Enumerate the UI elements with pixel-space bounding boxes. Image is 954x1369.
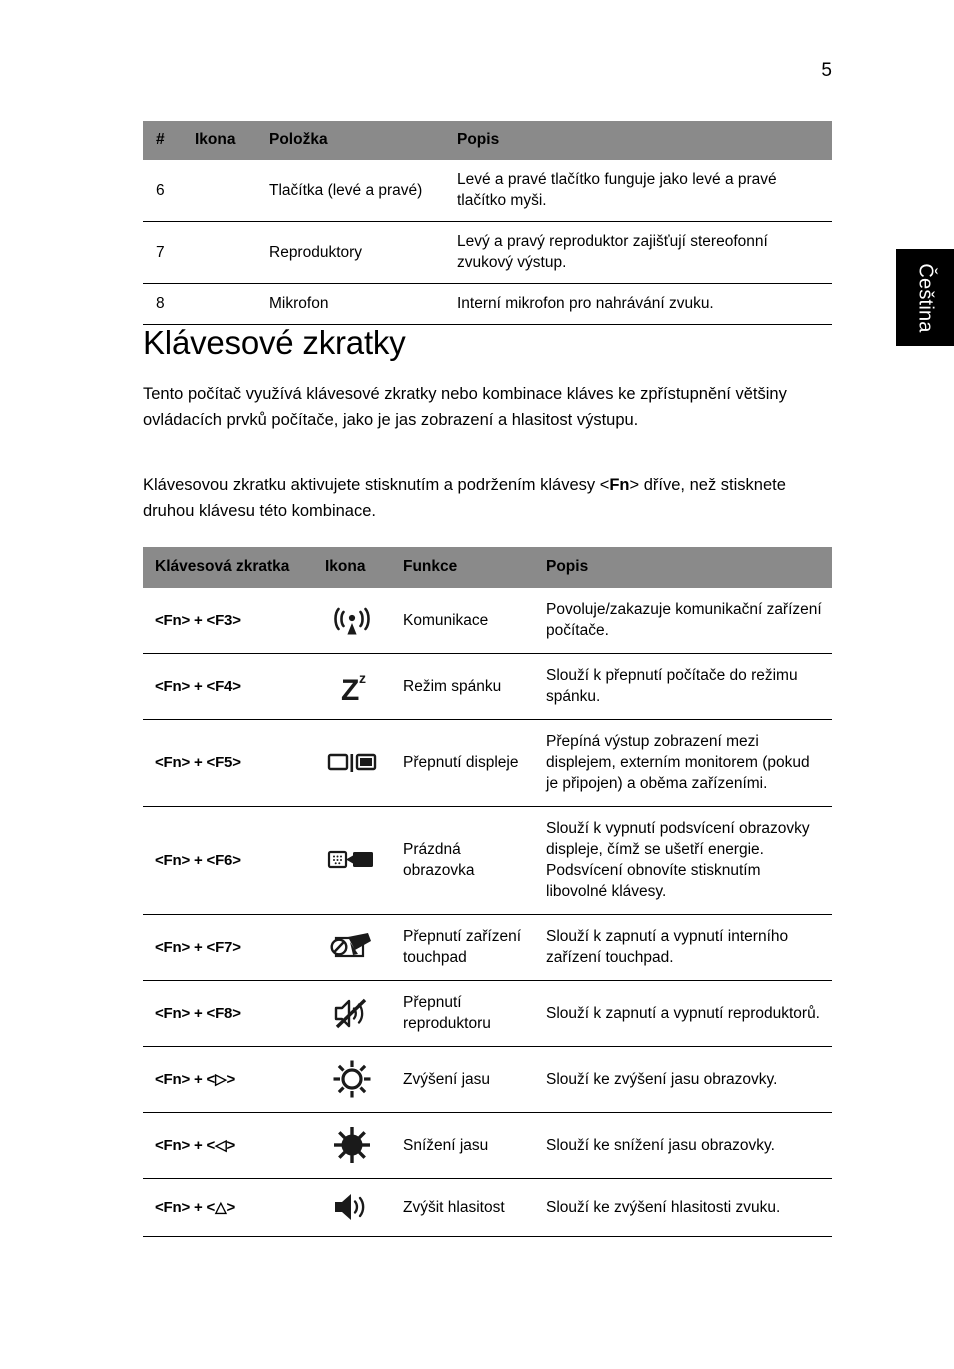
part-icon (185, 160, 259, 222)
part-item: Reproduktory (259, 222, 447, 284)
hotkey-description: Povoluje/zakazuje komunikační zařízení počítače. (546, 601, 822, 639)
hotkey-combo: <Fn> + <F8> (143, 981, 313, 1047)
hotkey-function: Prázdná obrazovka (391, 807, 534, 915)
brightness-down-icon (331, 1124, 373, 1166)
hotkey-icon-cell (313, 981, 391, 1047)
hotkey-suffix: > (226, 1198, 236, 1216)
svg-text:z: z (359, 670, 366, 686)
hotkey-suffix: > (226, 1136, 236, 1154)
table-row (143, 222, 832, 284)
blank-screen-icon (327, 848, 377, 872)
parts-table (143, 121, 832, 325)
column-header-number: # (143, 121, 185, 160)
hotkeys-table (143, 547, 832, 1237)
hotkey-combo: <Fn> + <F7> (143, 915, 313, 981)
table-row (143, 981, 832, 1047)
part-number: 6 (156, 181, 165, 199)
column-header-icon: Ikona (313, 547, 391, 588)
column-header-description: Popis (447, 121, 832, 160)
part-number: 7 (143, 222, 185, 284)
hotkey-description: Slouží ke zvýšení hlasitosti zvuku. (534, 1179, 832, 1237)
hotkey-combo: <Fn> + <F4> (143, 654, 313, 720)
hotkey-description: Slouží k zapnutí a vypnutí interního zařízení touchpad. (534, 915, 832, 981)
table-row (143, 160, 832, 222)
page-title: Klávesové zkratky (143, 324, 406, 361)
column-header-description: Popis (534, 547, 832, 588)
column-header-item: Položka (259, 121, 447, 160)
hotkey-function: Přepnutí zařízení touchpad (391, 915, 534, 981)
hotkey-description: Slouží k zapnutí a vypnutí reproduktorů. (534, 981, 832, 1047)
hotkey-function: Režim spánku (391, 654, 534, 720)
hotkey-suffix: > (226, 1070, 236, 1088)
hotkey-icon-cell (313, 1113, 391, 1179)
hotkey-combo: <Fn> + <F3> (155, 611, 241, 629)
language-side-tab-label: Čeština (914, 262, 937, 333)
hotkey-description: Slouží ke snížení jasu obrazovky. (534, 1113, 832, 1179)
table-row (143, 807, 832, 915)
part-item: Tlačítka (levé a pravé) (269, 181, 423, 199)
hotkey-prefix: <Fn> + < (155, 1070, 216, 1088)
hotkey-icon-cell (313, 654, 391, 720)
display-toggle-icon (327, 750, 377, 776)
language-side-tab (896, 249, 954, 346)
fn-usage-text-after: > dříve, než stisknete druhou klávesu této kombinace. (143, 476, 786, 520)
hotkey-icon-cell (313, 588, 391, 654)
hotkey-prefix: <Fn> + < (155, 1198, 216, 1216)
page-number: 5 (821, 60, 832, 81)
column-header-icon: Ikona (185, 121, 259, 160)
hotkey-combo (143, 1047, 313, 1113)
brightness-up-icon (331, 1058, 373, 1100)
right-arrow-icon: ▷ (215, 1070, 227, 1088)
hotkey-function: Přepnutí displeje (391, 720, 534, 807)
table-row (143, 1179, 832, 1237)
part-description: Levý a pravý reproduktor zajišťují stereofonní zvukový výstup. (447, 222, 832, 284)
hotkey-prefix: <Fn> + < (155, 1136, 216, 1154)
volume-up-icon (331, 1190, 373, 1224)
table-row (143, 915, 832, 981)
hotkey-function: Snížení jasu (391, 1113, 534, 1179)
speaker-mute-icon (331, 995, 373, 1031)
hotkey-combo (143, 1179, 313, 1237)
hotkey-function: Komunikace (403, 611, 489, 629)
table-row (143, 1113, 832, 1179)
table-row (143, 588, 832, 654)
part-icon (185, 284, 259, 325)
sleep-zz-icon (329, 667, 375, 705)
hotkey-combo: <Fn> + <F5> (143, 720, 313, 807)
table-row (143, 1047, 832, 1113)
hotkey-description: Přepíná výstup zobrazení mezi displejem, externím monitorem (pokud je připojen) a oběma zařízeními. (534, 720, 832, 807)
table-row (143, 654, 832, 720)
hotkey-function: Zvýšit hlasitost (391, 1179, 534, 1237)
hotkey-description: Slouží k vypnutí podsvícení obrazovky displeje, čímž se ušetří energie. Podsvícení obnovíte stisknutím libovolné klávesy. (534, 807, 832, 915)
fn-key-label: Fn (609, 476, 630, 494)
table-row (143, 720, 832, 807)
part-description: Interní mikrofon pro nahrávání zvuku. (447, 284, 832, 325)
hotkey-description: Slouží ke zvýšení jasu obrazovky. (534, 1047, 832, 1113)
hotkey-icon-cell (313, 1047, 391, 1113)
wireless-icon (329, 603, 375, 637)
hotkey-combo (143, 1113, 313, 1179)
hotkey-icon-cell (313, 1179, 391, 1237)
part-item: Mikrofon (259, 284, 447, 325)
fn-usage-paragraph (143, 472, 835, 524)
table-header-row (143, 547, 832, 588)
hotkey-function: Přepnutí reproduktoru (391, 981, 534, 1047)
part-icon (185, 222, 259, 284)
table-row (143, 284, 832, 325)
svg-text:Z: Z (341, 674, 360, 705)
touchpad-off-icon (328, 930, 376, 964)
hotkey-function: Zvýšení jasu (391, 1047, 534, 1113)
column-header-hotkey: Klávesová zkratka (143, 547, 313, 588)
left-arrow-icon: ◁ (215, 1136, 227, 1154)
hotkey-description: Slouží k přepnutí počítače do režimu spánku. (534, 654, 832, 720)
fn-usage-text-before: Klávesovou zkratku aktivujete stisknutím a podržením klávesy < (143, 476, 610, 494)
up-arrow-icon: △ (215, 1198, 227, 1216)
hotkey-icon-cell (313, 807, 391, 915)
table-header-row (143, 121, 832, 160)
hotkey-icon-cell (313, 915, 391, 981)
hotkey-combo: <Fn> + <F6> (143, 807, 313, 915)
part-description: Levé a pravé tlačítko funguje jako levé a pravé tlačítko myši. (457, 171, 777, 209)
part-number: 8 (143, 284, 185, 325)
column-header-function: Funkce (391, 547, 534, 588)
intro-paragraph: Tento počítač využívá klávesové zkratky nebo kombinace kláves ke zpřístupnění většiny ovládacích prvků počítače, jako je jas zobrazení a hlasitost výstupu. (143, 385, 787, 429)
hotkey-icon-cell (313, 720, 391, 807)
